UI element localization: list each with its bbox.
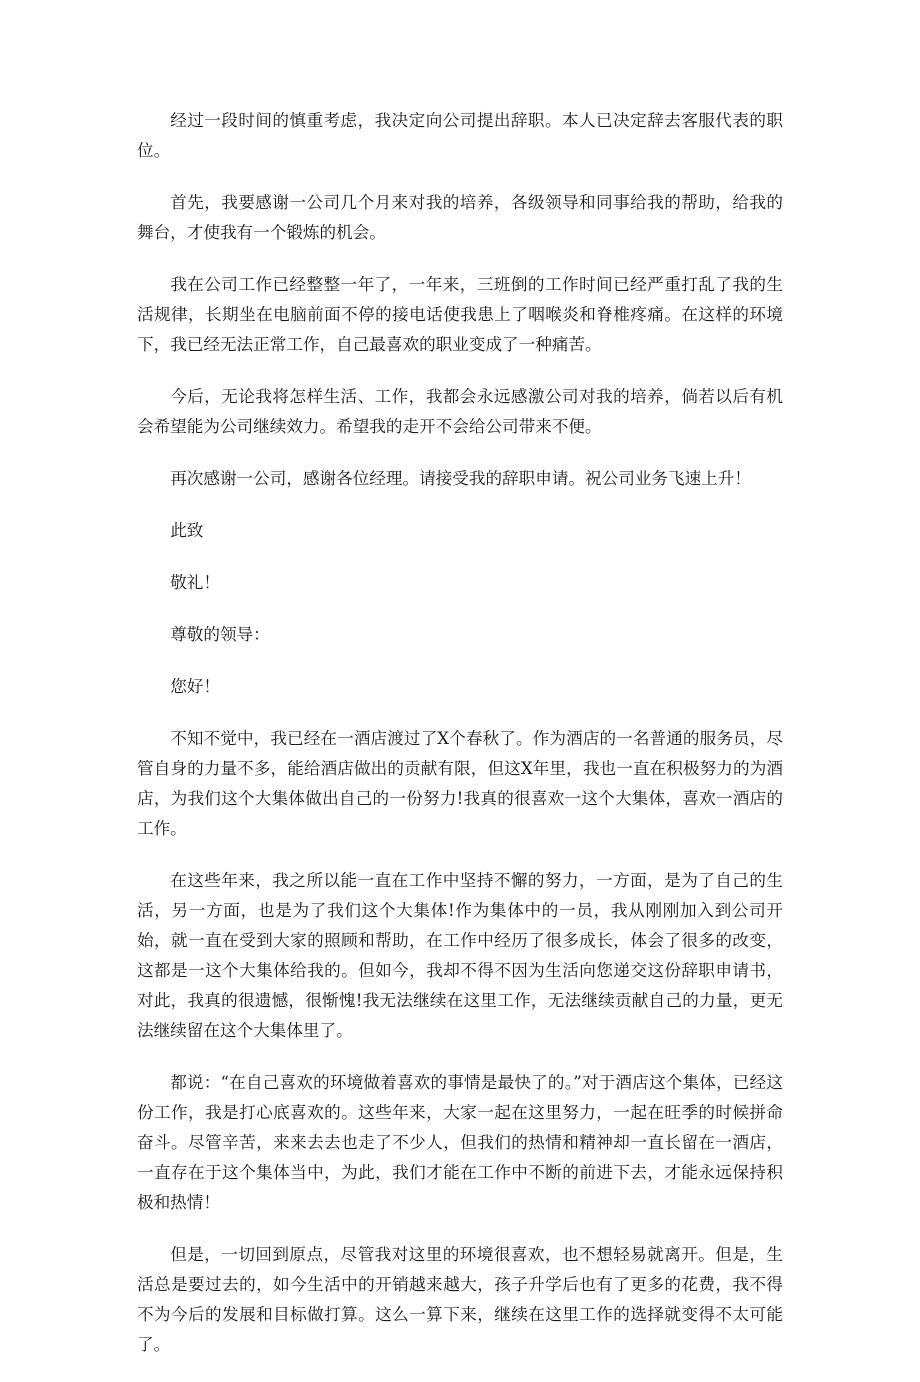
paragraph: 我在公司工作已经整整一年了，一年来，三班倒的工作时间已经严重打乱了我的生活规律，长期坐在电脑前面不停的接电话使我患上了咽喉炎和脊椎疼痛。在这样的环境下，我已经无法正常工作，自己最喜欢的职业变成了一种痛苦。 (137, 275, 783, 354)
greeting-addressee: 尊敬的领导： (170, 625, 270, 644)
paragraph: 首先，我要感谢一公司几个月来对我的培养，各级领导和同事给我的帮助，给我的舞台，才使我有一个锻炼的机会。 (137, 193, 783, 242)
greeting: 您好！ (170, 677, 220, 696)
paragraph: 今后，无论我将怎样生活、工作，我都会永远感激公司对我的培养，倘若以后有机会希望能为公司继续效力。希望我的走开不会给公司带来不便。 (137, 387, 783, 436)
paragraph: 再次感谢一公司，感谢各位经理。请接受我的辞职申请。祝公司业务飞速上升！ (170, 469, 751, 488)
closing-salute: 敬礼！ (170, 573, 220, 592)
document-body (137, 106, 783, 1382)
paragraph: 在这些年来，我之所以能一直在工作中坚持不懈的努力，一方面，是为了自己的生活，另一方面，也是为了我们这个大集体!作为集体中的一员，我从刚刚加入到公司开始，就一直在受到大家的照顾和帮助，在工作中经历了很多成长，体会了很多的改变，这都是一这个大集体给我的。但如今，我却不得不因为生活向您递交这份辞职申请书，对此，我真的很遗憾，很惭愧!我无法继续在这里工作，无法继续贡献自己的力量，更无法继续留在这个大集体里了。 (137, 871, 783, 1040)
paragraph: 但是，一切回到原点，尽管我对这里的环境很喜欢，也不想轻易就离开。但是，生活总是要过去的，如今生活中的开销越来越大，孩子升学后也有了更多的花费，我不得不为今后的发展和目标做打算。这么一算下来，继续在这里工作的选择就变得不太可能了。 (137, 1245, 783, 1354)
paragraph: 都说：“在自己喜欢的环境做着喜欢的事情是最快了的。”对于酒店这个集体，已经这份工作，我是打心底喜欢的。这些年来，大家一起在这里努力，一起在旺季的时候拼命奋斗。尽管辛苦，来来去去也走了不少人，但我们的热情和精神却一直长留在一酒店，一直存在于这个集体当中，为此，我们才能在工作中不断的前进下去，才能永远保持积极和热情！ (137, 1073, 783, 1212)
paragraph: 不知不觉中，我已经在一酒店渡过了X个春秋了。作为酒店的一名普通的服务员，尽管自身的力量不多，能给酒店做出的贡献有限，但这X年里，我也一直在积极努力的为酒店，为我们这个大集体做出自己的一份努力!我真的很喜欢一这个大集体，喜欢一酒店的工作。 (137, 729, 783, 838)
closing-line: 此致 (170, 521, 204, 540)
paragraph: 经过一段时间的慎重考虑，我决定向公司提出辞职。本人已决定辞去客服代表的职位。 (137, 111, 783, 160)
